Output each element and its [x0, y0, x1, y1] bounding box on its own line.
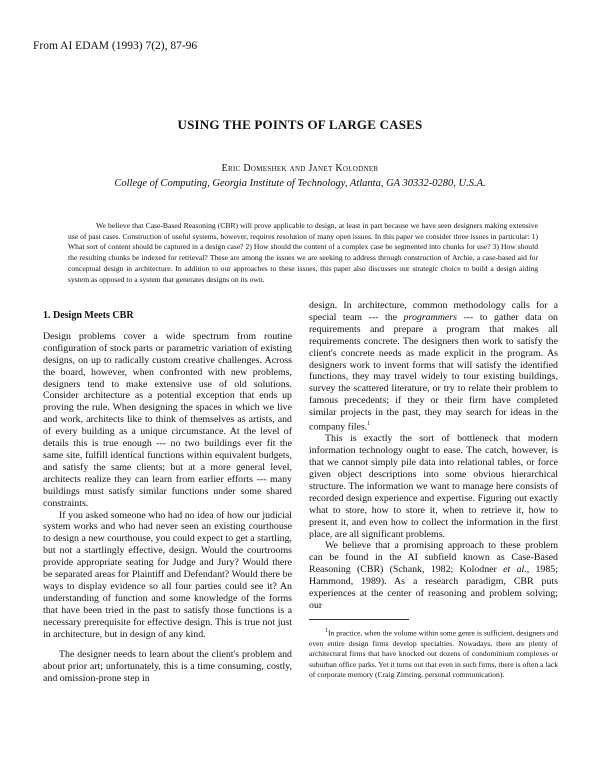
abstract: We believe that Case-Based Reasoning (CBR) will prove applicable to design, at least in part because we have seen designers making extensive use of past cases. Construction of useful systems, however, requires resolution of many open issues. In this paper we consider three issues in particular: 1) What sort of content should be captured in a design case? 2) How should the content of a complex case be segmented into chunks for use? 3) How should the resulting chunks be indexed for retrieval? These are among the issues we are seeking to address through construction of Archie, a case-based aid for conceptual design in architecture. In addition to our approaches to these issues, this paper also discusses our strategic choice to build a design aiding system as opposed to a system that generates designs on its own. [68, 221, 538, 284]
footnote-mark: 1 [325, 627, 328, 634]
author-affiliation: College of Computing, Georgia Institute of Technology, Atlanta, GA 30332-0280, U.S.A. [114, 178, 486, 189]
author-names: Eric Domeshek and Janet Kolodner [221, 163, 379, 174]
paper-title: USING THE POINTS OF LARGE CASES [177, 117, 423, 132]
body-paragraph: The designer needs to learn about the client's problem and about prior art; unfortunately, this is a time consuming, costly, and omission-prone step in [43, 649, 292, 685]
body-paragraph [309, 300, 558, 433]
footnote-marker: 1 [367, 421, 371, 428]
journal-source: From AI EDAM (1993) 7(2), 87-96 [33, 40, 198, 52]
text-run: , 1985; Hammond, 1989). As a research paradigm, CBR puts experiences at the center of reasoning and problem solving; our [309, 564, 558, 611]
left-column [43, 310, 292, 685]
text-run: design. In architecture, common methodology calls for a special team --- the [309, 300, 558, 323]
footnote-text: In practice, when the volume within some genre is sufficient, designers and even entire design firms develop specialties. Nowadays, there are plenty of architectural firms that have knocked out dozens of condominium complexes or suburban office parks. Yet it turns out that even in such firms, there is often a lack of corporate memory (Craig Zimring, personal communication). [309, 628, 558, 680]
text-run: --- to gather data on requirements and prepare a program that makes all requirements concrete. The designers then work to satisfy the client's concrete needs as made explicit in the program. As designers work to invent forms that will satisfy the identified functions, they may travel widely to tour existing buildings, survey the scattered literature, or try to relate their problem to famous precedents; if they or their firm have completed similar projects in the past, they may search for ideas in the company files. [309, 311, 558, 433]
footnote [309, 626, 558, 681]
footnote-divider [309, 619, 409, 620]
section-heading: 1. Design Meets CBR [43, 310, 134, 321]
body-paragraph [309, 540, 558, 611]
right-column [309, 300, 558, 680]
body-paragraph: This is exactly the sort of bottleneck that modern information technology ought to ease. The catch, however, is that we cannot simply pile data into relational tables, or force given object descriptions into some obvious hierarchical structure. The information we want to manage here consists of recorded design experience and expertise. Figuring out exactly what to store, how to store it, when to retrieve it, how to present it, and even how to collect the information in the first place, are all significant problems. [309, 433, 558, 540]
emphasis-et-al: et al. [503, 564, 527, 576]
text-run: We believe that a promising approach to these problem can be found in the AI subfield known as Case-Based Reasoning (CBR) (Schank, 1982; Kolodner [309, 540, 558, 576]
body-paragraph: If you asked someone who had no idea of how our judicial system works and who had never seen an existing courthouse to design a new courthouse, you could expect to get a startling, but not a startlingly effective, design. Would the courtrooms provide appropriate seating for Judge and Jury? Would there be separated areas for Plaintiff and Defendant? Would there be ways to display evidence so all four parties could see it? An understanding of function and some knowledge of the forms that have been tried in the past to satisfy those functions is a necessary prerequisite for effective design. This is true not just in architecture, but in design of any kind. [43, 509, 292, 640]
body-paragraph: Design problems cover a wide spectrum from routine configuration of stock parts or parametric variation of existing designs, on up to radically custom creative challenges. Across the board, however, when confronted with new problems, designers tend to make extensive use of old solutions. Consider architecture as a potential exception that ends up proving the rule. When designing the spaces in which we live and work, architects like to think of themselves as artists, and of every building as a unique circumstance. At the level of details this is true enough --- no two buildings ever fit the same site, fulfill identical functions within equivalent budgets, and satisfy the same clients; but at a more general level, architects realize they can learn from earlier efforts --- many buildings must satisfy similar functions under some shared constraints. [43, 330, 292, 509]
emphasis-programmers: programmers [403, 311, 457, 323]
